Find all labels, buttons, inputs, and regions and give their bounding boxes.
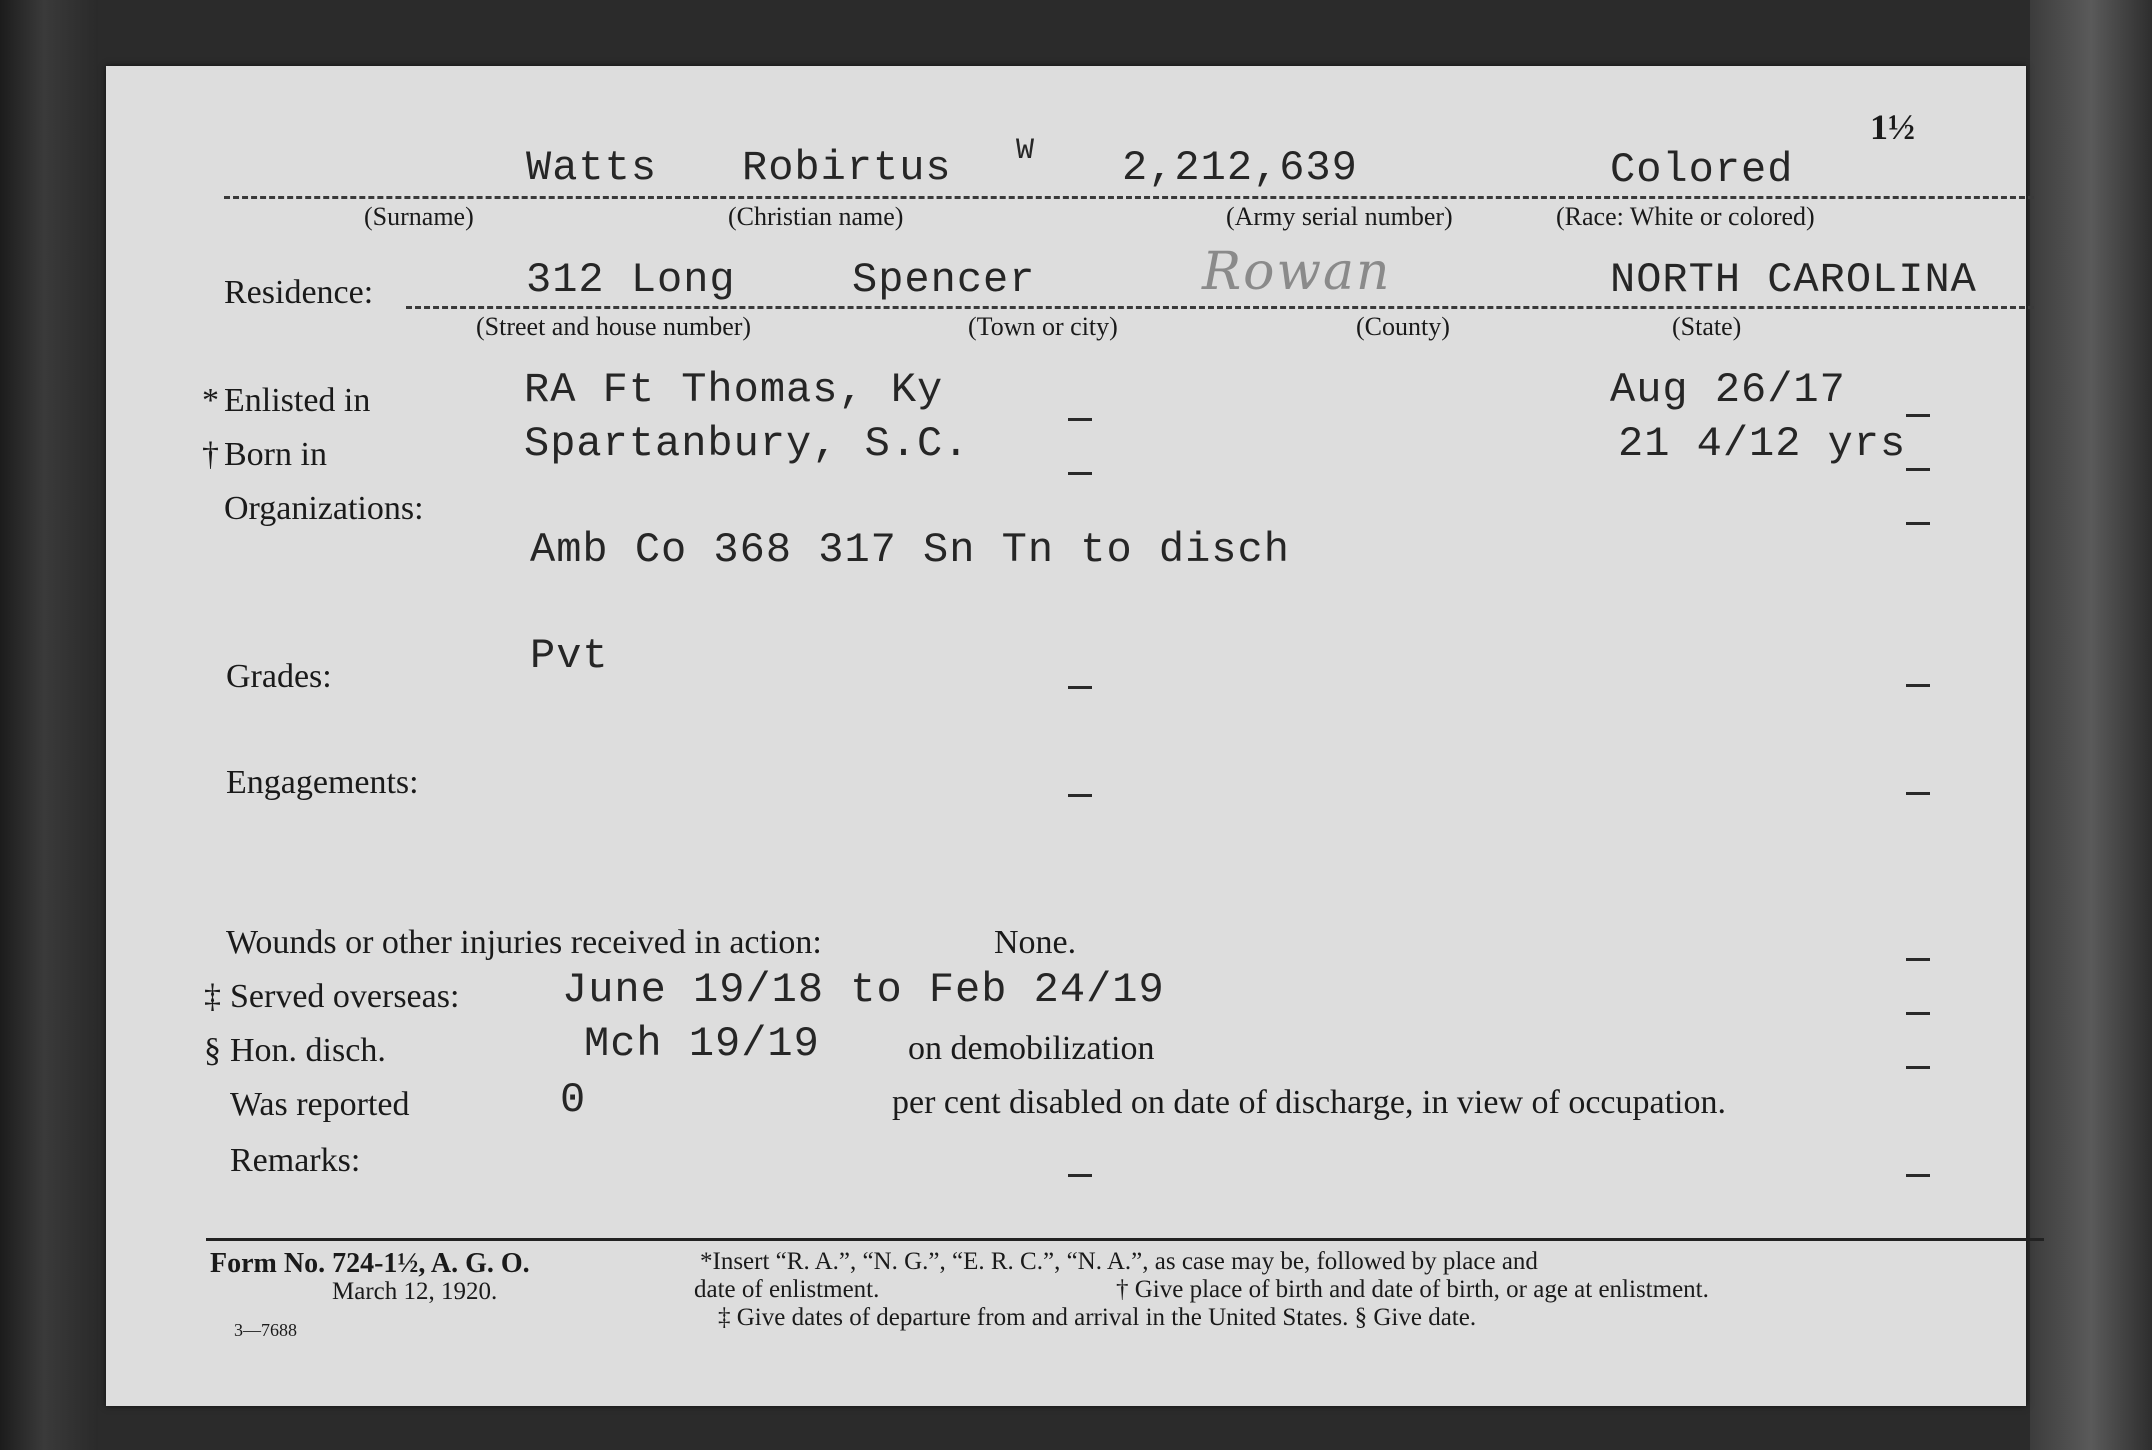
dash (1906, 414, 1930, 417)
footnote-line-1: *Insert “R. A.”, “N. G.”, “E. R. C.”, “N. A.”, as case may be, followed by place and (700, 1248, 1538, 1275)
serial-number-caption: (Army serial number) (1226, 202, 1453, 231)
residence-street-value: 312 Long (526, 256, 736, 304)
county-caption: (County) (1356, 312, 1450, 341)
served-overseas-label: Served overseas: (230, 978, 460, 1015)
born-mark: † (202, 436, 219, 473)
dash (1906, 792, 1930, 795)
hon-disch-reason-value: on demobilization (908, 1030, 1155, 1067)
residence-dotted-line (406, 306, 2034, 309)
form-code: 3—7688 (234, 1320, 297, 1340)
dash (1906, 1066, 1930, 1069)
residence-county-handwritten: Rowan (1202, 242, 1392, 302)
town-caption: (Town or city) (968, 312, 1118, 341)
residence-state-value: NORTH CAROLINA (1610, 256, 1977, 304)
dash (1068, 1174, 1092, 1177)
dash (1906, 468, 1930, 471)
dash (1906, 958, 1930, 961)
remarks-label: Remarks: (230, 1142, 361, 1179)
served-overseas-mark: ‡ (204, 978, 221, 1015)
middle-initial-value: W (1016, 134, 1036, 168)
residence-label: Residence: (224, 274, 374, 311)
dash (1906, 684, 1930, 687)
born-age-value: 21 4/12 yrs (1618, 420, 1907, 468)
footer-rule (206, 1238, 2044, 1241)
wounds-label: Wounds or other injuries received in action: (226, 924, 822, 961)
grades-value: Pvt (530, 632, 609, 680)
surname-value: Watts (526, 144, 658, 192)
service-record-card (106, 66, 2026, 1406)
residence-town-value: Spencer (852, 256, 1036, 304)
serial-number-value: 2,212,639 (1122, 144, 1358, 192)
dash (1906, 522, 1930, 525)
race-value: Colored (1610, 146, 1794, 194)
enlisted-date-value: Aug 26/17 (1610, 366, 1846, 414)
card-corner-number: 1½ (1870, 107, 1915, 147)
footnote-line-3: ‡ Give dates of departure from and arrival in the United States. § Give date. (718, 1304, 1477, 1331)
form-number: Form No. 724-1½, A. G. O. (210, 1248, 530, 1279)
enlisted-mark: * (202, 382, 219, 419)
hon-disch-label: Hon. disch. (230, 1032, 386, 1069)
enlisted-label: Enlisted in (224, 382, 371, 419)
born-place-value: Spartanbury, S.C. (524, 420, 970, 468)
christian-name-value: Robirtus (742, 144, 952, 192)
grades-label: Grades: (226, 658, 332, 695)
scan-border-left (0, 0, 98, 1450)
born-label: Born in (224, 436, 327, 473)
christian-name-caption: (Christian name) (728, 202, 904, 231)
hon-disch-mark: § (204, 1032, 221, 1069)
race-caption: (Race: White or colored) (1556, 202, 1815, 231)
dash (1906, 1012, 1930, 1015)
form-date: March 12, 1920. (332, 1278, 498, 1305)
dash (1068, 794, 1092, 797)
organizations-value: Amb Co 368 317 Sn Tn to disch (530, 526, 1290, 574)
engagements-label: Engagements: (226, 764, 419, 801)
wounds-value: None. (994, 924, 1077, 961)
footnote-line-2a: date of enlistment. (694, 1276, 880, 1303)
footnote-line-2b: † Give place of birth and date of birth, or age at enlistment. (1116, 1276, 1709, 1303)
enlisted-place-value: RA Ft Thomas, Ky (524, 366, 944, 414)
row1-dotted-line (224, 196, 2034, 199)
percent-disabled-text: per cent disabled on date of discharge, in view of occupation. (892, 1084, 1726, 1121)
was-reported-label: Was reported (230, 1086, 410, 1123)
served-overseas-value: June 19/18 to Feb 24/19 (562, 966, 1165, 1014)
scan-border-right (2030, 0, 2152, 1450)
dash (1906, 1174, 1930, 1177)
dash (1068, 418, 1092, 421)
surname-caption: (Surname) (364, 202, 474, 231)
street-caption: (Street and house number) (476, 312, 752, 341)
dash (1068, 472, 1092, 475)
state-caption: (State) (1672, 312, 1742, 341)
dash (1068, 686, 1092, 689)
organizations-label: Organizations: (224, 490, 424, 527)
percent-disabled-value: 0 (560, 1076, 587, 1124)
hon-disch-date-value: Mch 19/19 (584, 1020, 820, 1068)
